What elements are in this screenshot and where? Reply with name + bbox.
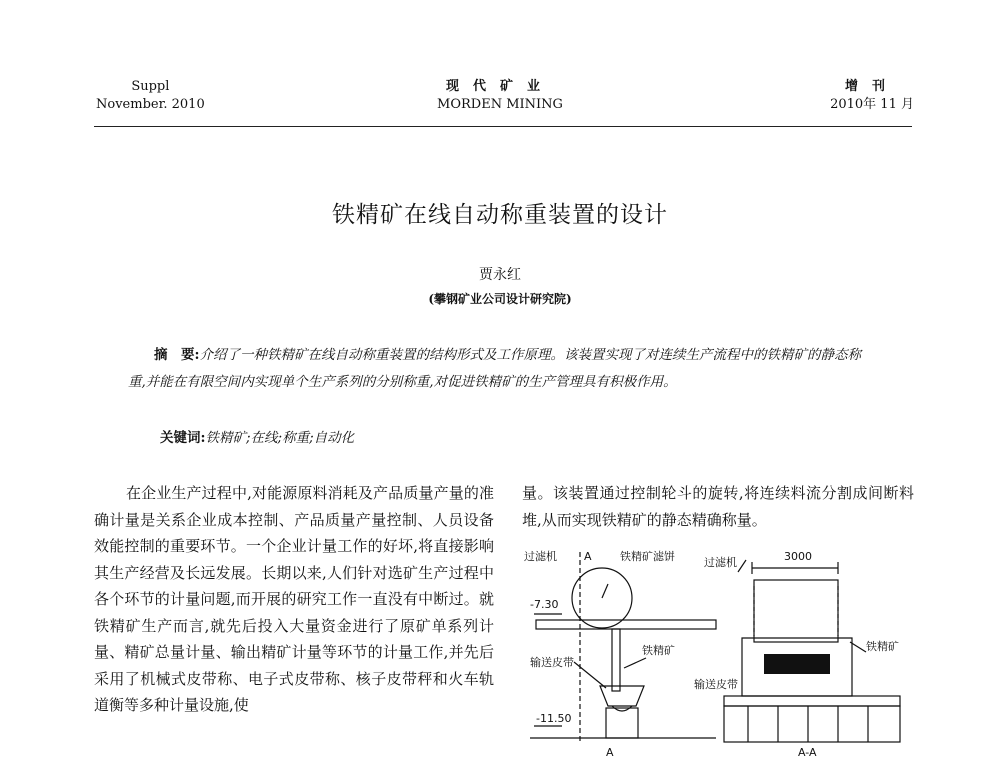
header-rule <box>94 126 912 127</box>
keywords <box>160 426 354 446</box>
filter-drum-side <box>754 580 838 642</box>
body-paragraph: 量。该装置通过控制轮斗的旋转,将连续料流分割成间断料堆,从而实现铁精矿的静态精确称量。 <box>522 484 914 529</box>
header-date-cn: 2010年 11 月 <box>830 97 914 112</box>
abstract <box>128 342 876 396</box>
running-header-right <box>830 78 914 114</box>
filter-platform <box>536 620 716 629</box>
article-title: 铁精矿在线自动称重装置的设计 <box>332 202 668 228</box>
abstract-label: 摘 要: <box>154 347 200 363</box>
header-suppl: Suppl <box>131 79 170 94</box>
keywords-text: 铁精矿;在线;称重;自动化 <box>205 430 355 446</box>
concentrate-pile <box>764 654 830 674</box>
right-concentrate-label: 铁精矿 <box>866 640 899 653</box>
body-paragraph: 在企业生产过程中,对能源原料消耗及产品质量产量的准确计量是关系企业成本控制、产品质量产量控制、人员设备效能控制的重要环节。一个企业计量工作的好坏,将直接影响其生产经营及长远发展。长期以来,人们针对选矿生产过程中各个环节的计量问题,而开展的研究工作一直没有中断过。就铁精矿生产而言,就先后投入大量资金进行了原矿单系列计量、精矿总量计量、输出精矿计量等环节的计量工作,并先后采用了机械式皮带称、电子式皮带称、核子皮带秤和火车轨道衡等多种计量设施,使 <box>94 484 494 714</box>
left-belt-label: 输送皮带 <box>530 656 574 669</box>
author-name: 贾永红 <box>479 267 521 283</box>
concentrate-chute <box>612 629 620 691</box>
conveyor-belt <box>724 696 900 706</box>
journal-name-en: MORDEN MINING <box>437 97 563 112</box>
left-cake-label: 铁精矿滤饼 <box>620 550 675 563</box>
right-filter-label: 过滤机 <box>704 556 737 569</box>
left-elevation-bottom: -11.50 <box>536 712 572 725</box>
right-dimension: 3000 <box>784 550 812 563</box>
belt-support <box>606 708 638 738</box>
left-section-mark-top: A <box>584 550 592 563</box>
right-belt-label: 输送皮带 <box>694 678 738 691</box>
abstract-text: 介绍了一种铁精矿在线自动称重装置的结构形式及工作原理。该装置实现了对连续生产流程中的铁精矿的静态称重,并能在有限空间内实现单个生产系列的分别称重,对促进铁精矿的生产管理具有积极作用。 <box>128 347 861 390</box>
keywords-label: 关键词: <box>160 430 206 446</box>
left-filter-label: 过滤机 <box>524 550 557 563</box>
journal-name-cn: 现代矿业 <box>445 79 554 94</box>
header-date-en: November. 2010 <box>96 97 205 112</box>
weighing-hopper <box>600 686 644 706</box>
body-column-left <box>94 480 494 719</box>
body-column-right <box>522 480 914 533</box>
left-elevation-top: -7.30 <box>530 598 559 611</box>
left-concentrate-label: 铁精矿 <box>642 644 675 657</box>
rail-base <box>724 706 900 742</box>
weighing-device-figure <box>516 538 916 760</box>
left-section-mark-bottom: A <box>606 746 614 759</box>
right-section-caption: A-A <box>798 746 817 759</box>
author-affiliation: (攀钢矿业公司设计研究院) <box>428 292 572 306</box>
header-suppl-cn: 增刊 <box>845 79 900 94</box>
